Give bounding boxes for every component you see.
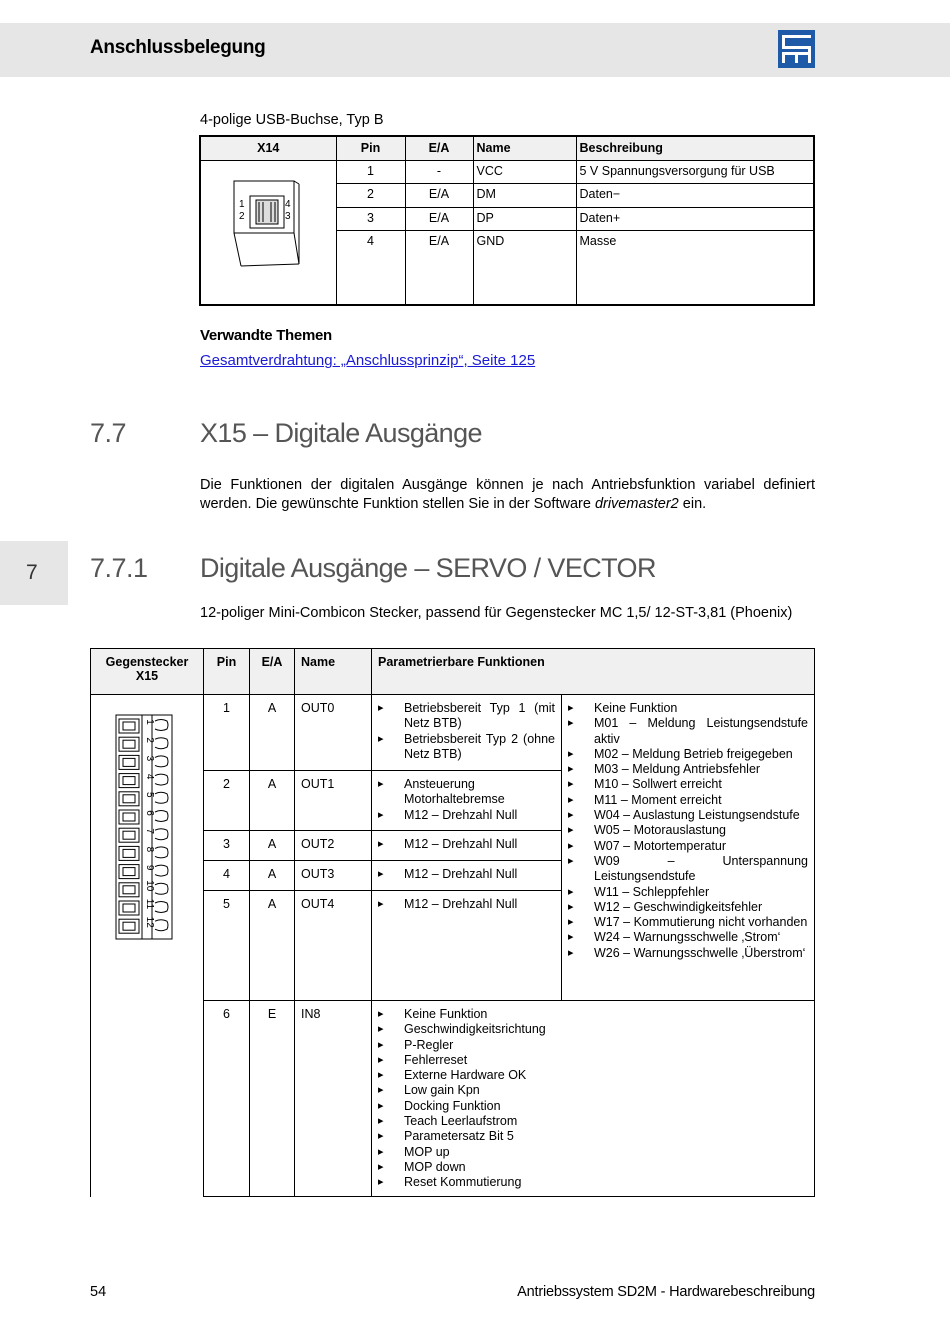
cell-pin: 3 [204,831,250,861]
cell-ea: E/A [405,231,473,305]
list-item: ▸ Fehlerreset [378,1053,808,1068]
list-item: ▸ Betriebsbereit Typ 2 (ohne Netz BTB) [378,732,555,763]
list-item: ▸ Keine Funktion [568,701,808,716]
list-item: ▸ Teach Leerlaufstrom [378,1114,808,1129]
cell-ea: - [405,160,473,184]
list-item: ▸ W05 – Motorauslastung [568,823,808,838]
section-number: 7.7 [90,418,127,448]
cell-name: VCC [473,160,576,184]
list-item: ▸ MOP up [378,1145,808,1160]
connector-pin-label: 7 [144,828,155,834]
connector-latch [155,902,168,913]
connector-screw [123,740,135,748]
connector-terminal [119,865,139,879]
cell-ea: A [250,831,295,861]
related-topics-title: Verwandte Themen [200,327,332,344]
usb-b-socket-image [200,160,336,305]
connector-pin-label: 9 [144,864,155,871]
connector-latch [155,792,168,803]
cell-pin: 3 [336,207,405,231]
connector-terminal [119,774,139,788]
connector-screw [123,758,135,766]
list-item: ▸ P-Regler [378,1038,808,1053]
cell-ea: A [250,891,295,1001]
connector-screw [123,868,135,876]
list-item: ▸ Keine Funktion [378,1007,808,1022]
connector-terminal [119,810,139,824]
cell-name: GND [473,231,576,305]
company-logo-icon [778,30,815,68]
common-functions-cell [562,695,815,1001]
page-number: 54 [90,1284,107,1300]
usb-pin-table [199,135,815,306]
cell-functions [372,695,562,771]
cell-functions [372,771,562,831]
usb-pin-label: 4 [285,198,291,210]
connector-terminal [119,755,139,769]
digital-outputs-table [90,648,815,1197]
list-item: ▸ Ansteuerung Motorhaltebremse [378,777,555,808]
list-item: ▸ Low gain Kpn [378,1083,808,1098]
cell-ea: A [250,695,295,771]
connector-terminal [119,737,139,751]
connector-pin-label: 1 [144,719,155,725]
connector-screw [123,722,135,730]
connector-terminal [119,828,139,842]
connector-pin-label: 3 [144,755,155,762]
cell-name: OUT3 [295,861,372,891]
list-item: ▸ W11 – Schleppfehler [568,885,808,900]
list-item: ▸ M11 – Moment erreicht [568,793,808,808]
cell-pin: 2 [336,184,405,208]
cell-functions [372,1001,815,1197]
connector-image [91,695,204,1197]
connector-latch [155,865,168,876]
cell-name: DM [473,184,576,208]
connector-pin-label: 4 [144,773,155,780]
cell-functions [372,861,562,891]
connector-pin-label: 2 [144,737,155,743]
list-item: ▸ W12 – Geschwindigkeitsfehler [568,900,808,915]
cell-name: IN8 [295,1001,372,1197]
cell-ea: E/A [405,184,473,208]
connector-latch [155,811,168,822]
col-header: E/A [250,649,295,695]
connector-screw [123,777,135,785]
list-item: ▸ W17 – Kommutierung nicht vorhanden [568,915,808,930]
connector-screw [123,922,135,930]
usb-pin-label: 3 [285,210,291,222]
col-header: X14 [200,136,336,160]
related-topic-link[interactable]: Gesamtverdrahtung: „Anschlussprinzip“, Seite 125 [200,352,536,369]
connector-terminal [119,846,139,860]
cell-pin: 6 [204,1001,250,1197]
connector-screw [123,886,135,894]
connector-screw [123,813,135,821]
intro-text-end: ein. [678,496,707,512]
cell-name: OUT2 [295,831,372,861]
cell-name: DP [473,207,576,231]
connector-latch [155,920,168,931]
page-header-title: Anschlussbelegung [90,37,266,58]
cell-description: Masse [576,231,814,305]
col-header: Beschreibung [576,136,814,160]
subsection-title: Digitale Ausgänge – SERVO / VECTOR [200,553,656,583]
intro-paragraph [200,476,815,514]
connector-pin-label: 12 [144,916,155,928]
connector-pin-label: 10 [144,880,155,892]
usb-pin-label: 2 [239,210,245,222]
usb-caption: 4-polige USB-Buchse, Typ B [200,112,384,128]
chapter-number: 7 [26,561,38,584]
list-item: ▸ W07 – Motortemperatur [568,839,808,854]
list-item: ▸ Reset Kommutierung [378,1175,808,1190]
list-item: ▸ W24 – Warnungsschwelle ‚Strom‘ [568,930,808,945]
connector-pin-label: 8 [144,846,155,853]
cell-ea: A [250,771,295,831]
list-item: ▸ W04 – Auslastung Leistungsendstufe [568,808,808,823]
cell-description: 5 V Spannungsversorgung für USB [576,160,814,184]
cell-ea: A [250,861,295,891]
list-item: ▸ M12 – Drehzahl Null [378,897,555,912]
cell-pin: 4 [204,861,250,891]
connector-screw [123,831,135,839]
list-item: ▸ M12 – Drehzahl Null [378,808,555,823]
list-item: ▸ MOP down [378,1160,808,1175]
cell-functions [372,891,562,1001]
col-header: E/A [405,136,473,160]
cell-name: OUT0 [295,695,372,771]
cell-pin: 4 [336,231,405,305]
cell-pin: 2 [204,771,250,831]
connector-pin-label: 5 [144,792,155,798]
list-item: ▸ M03 – Meldung Antriebsfehler [568,762,808,777]
cell-name: OUT4 [295,891,372,1001]
cell-ea: E/A [405,207,473,231]
col-header: Parametrierbare Funktionen [372,649,815,695]
cell-ea: E [250,1001,295,1197]
list-item: ▸ M10 – Sollwert erreicht [568,777,808,792]
table-header-row [200,136,814,160]
intro-text: Die Funktionen der digitalen Ausgänge können je nach Antriebsfunktion variabel definiert werden. Die gewünschte Funktion stellen Sie in der Software [200,477,815,512]
list-item: ▸ Geschwindigkeitsrichtung [378,1022,808,1037]
connector-pin-label: 11 [144,898,155,910]
software-name: drivemaster2 [594,496,679,512]
col-header: Name [473,136,576,160]
cell-pin: 1 [204,695,250,771]
connector-latch [155,738,168,749]
cell-functions [372,831,562,861]
cell-name: OUT1 [295,771,372,831]
table-row [91,695,815,771]
list-item: ▸ Externe Hardware OK [378,1068,808,1083]
connector-screw [123,795,135,803]
footer-title: Antriebssystem SD2M - Hardwarebeschreibung [517,1284,815,1300]
connector-terminal [119,883,139,897]
list-item: ▸ M12 – Drehzahl Null [378,867,555,882]
connector-latch [155,720,168,731]
connector-terminal [119,901,139,915]
list-item: ▸ Parametersatz Bit 5 [378,1129,808,1144]
list-item: ▸ W09 – Unterspannung Leistungsendstufe [568,854,808,885]
cell-description: Daten− [576,184,814,208]
cell-pin: 5 [204,891,250,1001]
mini-combicon-connector-icon [113,713,183,953]
col-header: Pin [336,136,405,160]
connector-latch [155,774,168,785]
connector-latch [155,847,168,858]
table-header-row [91,649,815,695]
connector-latch [155,883,168,894]
list-item: ▸ W26 – Warnungsschwelle ‚Überstrom‘ [568,946,808,961]
subsection-number: 7.7.1 [90,553,148,583]
cell-pin: 1 [336,160,405,184]
col-header: Gegenstecker X15 [91,649,204,695]
usb-b-socket-icon [201,161,333,301]
connector-terminal [119,719,139,733]
connector-latch [155,829,168,840]
connector-latch [155,756,168,767]
connector-screw [123,904,135,912]
list-item: ▸ M12 – Drehzahl Null [378,837,555,852]
connector-terminal [119,919,139,933]
list-item: ▸ M01 – Meldung Leistungsendstufe aktiv [568,716,808,747]
col-header: Pin [204,649,250,695]
list-item: ▸ M02 – Meldung Betrieb freigegeben [568,747,808,762]
table-row [200,160,814,184]
col-header: Name [295,649,372,695]
connector-terminal [119,792,139,806]
usb-pin-label: 1 [239,198,245,210]
list-item: ▸ Docking Funktion [378,1099,808,1114]
section-title: X15 – Digitale Ausgänge [200,418,482,448]
connector-caption: 12-poliger Mini-Combicon Stecker, passend für Gegenstecker MC 1,5/ 12-ST-3,81 (Phoenix) [200,605,793,621]
list-item: ▸ Betriebsbereit Typ 1 (mit Netz BTB) [378,701,555,732]
cell-description: Daten+ [576,207,814,231]
connector-pin-label: 6 [144,810,155,816]
connector-screw [123,849,135,857]
